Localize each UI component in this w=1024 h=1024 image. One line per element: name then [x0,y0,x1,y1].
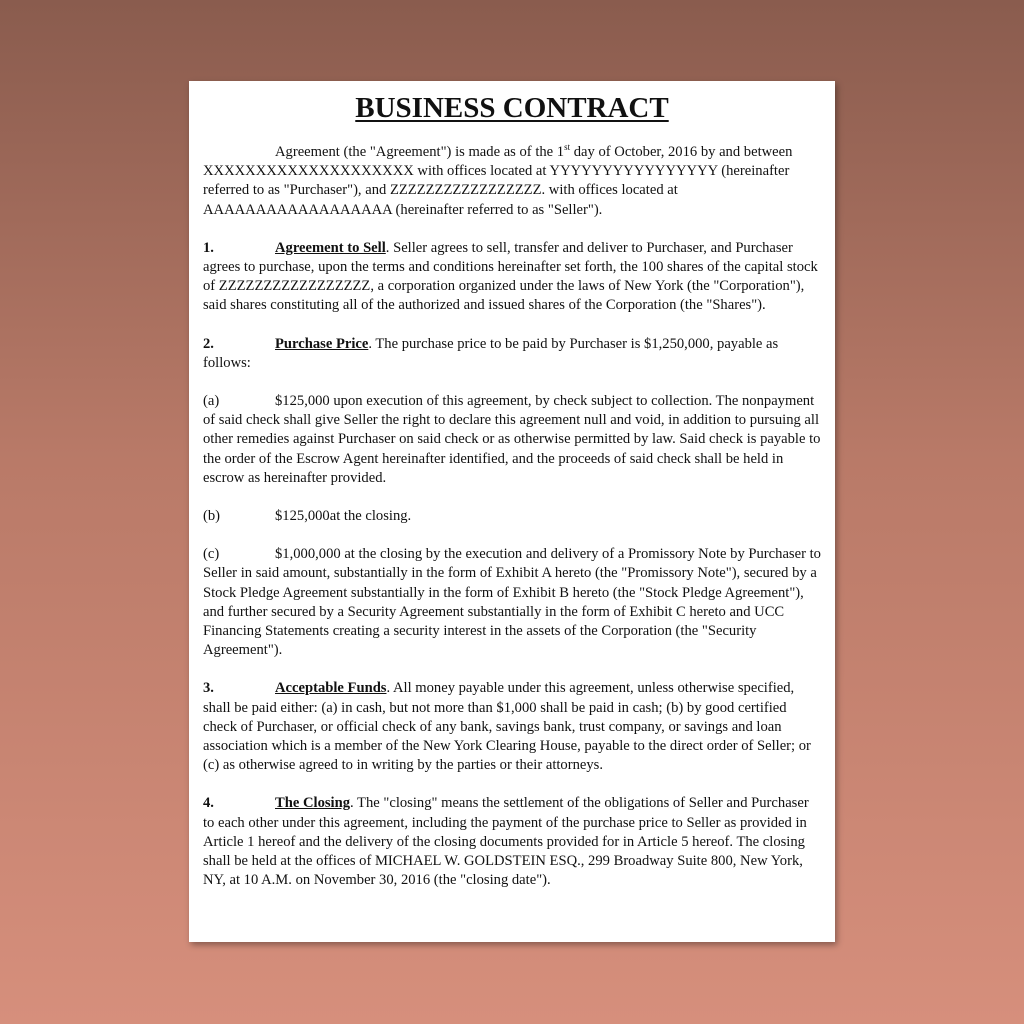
subclause-a [203,392,821,488]
subclause-text: $125,000 upon execution of this agreement, by check subject to collection. The nonpayment of said check shall give Seller the right to declare this agreement null and void, in addition to pursuing all other remedies against Purchaser on said check or as otherwise permitted by law. Said check is payable to the order of the Escrow Agent hereinafter identified, and the proceeds of said check shall be held in escrow as hereinafter provided. [203,393,821,486]
subclause-text: $125,000at the closing. [275,508,412,525]
section-heading: Agreement to Sell [275,239,386,256]
subclause-label: (b) [203,508,221,525]
section-heading: Purchase Price [275,335,369,352]
section-4 [203,794,821,890]
section-text: . All money payable under this agreement, unless otherwise specified, shall be paid either: (a) in cash, but not more than $1,000 shall be paid in cash; (b) by good certified check of Purchaser, or official check of any bank, savings bank, trust company, or savings and loan association which is a member of the New York Clearing House, payable to the direct order of Seller; or (c) as otherwise agreed to in writing by the parties or their attorneys. [203,680,811,774]
section-number: 3. [203,680,214,697]
section-text: . The purchase price to be paid by Purchaser is $1,250,000, payable as follows: [203,335,779,371]
subclause-b [203,507,821,526]
subclause-text: $1,000,000 at the closing by the execution and delivery of a Promissory Note by Purchaser to Seller in said amount, substantially in the form of Exhibit A hereto (the "Promissory Note"), secured by a Stock Pledge Agreement substantially in the form of Exhibit B hereto (the "Stock Pledge Agreement"), and further secured by a Security Agreement substantially in the form of Exhibit C hereto and UCC Financing Statements creating a security interest in the assets of the Corporation (the "Security Agreement"). [203,546,821,659]
subclause-label: (a) [203,393,220,410]
section-heading: The Closing [275,795,351,812]
section-2 [203,335,821,373]
intro-ordinal-suffix: st [564,142,571,153]
subclause-label: (c) [203,546,220,563]
section-heading: Acceptable Funds [275,680,387,697]
document-title: BUSINESS CONTRACT [355,92,669,124]
section-number: 1. [203,239,214,256]
section-text: . The "closing" means the settlement of the obligations of Seller and Purchaser to each other under this agreement, including the payment of the purchase price to Seller as provided in Article 1 hereof and the delivery of the closing documents provided for in Article 5 hereof. The closing shall be held at the offices of MICHAEL W. GOLDSTEIN ESQ., 299 Broadway Suite 800, New York, NY, at 10 A.M. on November 30, 2016 (the "closing date"). [203,795,809,889]
intro-paragraph [203,143,821,220]
intro-text-start: Agreement (the "Agreement") is made as of the 1 [275,144,565,160]
subclause-c [203,545,821,660]
section-number: 2. [203,335,214,352]
intro-text-end: day of October, 2016 by and between XXXXXXXXXXXXXXXXXXXX with offices located at YYYYYYYYYYYYYYYY (hereinafter referred to as "Purchaser"), and ZZZZZZZZZZZZZZZZZ. with offices located at AAAAAAAAAAAAAAAAAA (hereinafter referred to as "Seller"). [203,144,793,218]
section-1 [203,239,821,316]
section-number: 4. [203,795,214,812]
section-3 [203,679,821,775]
section-text: . Seller agrees to sell, transfer and deliver to Purchaser, and Purchaser agrees to purchase, upon the terms and conditions hereinafter set forth, the 100 shares of the capital stock of ZZZZZZZZZZZZZZZZZ, a corporation organized under the laws of New York (the "Corporation"), said shares constituting all of the authorized and issued shares of the Corporation (the "Shares"). [203,239,818,314]
contract-page [189,81,835,942]
